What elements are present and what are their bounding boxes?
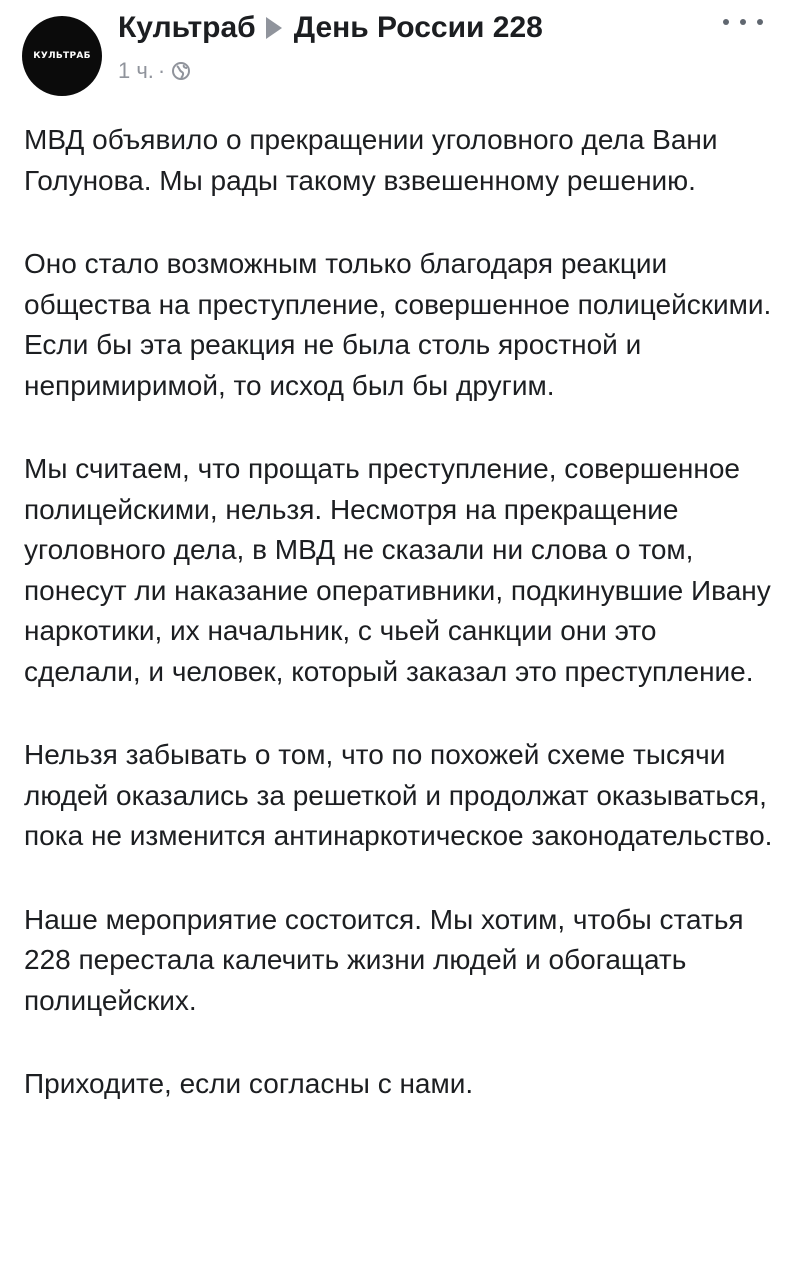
more-dot (723, 19, 729, 25)
event-name[interactable]: День России 228 (293, 11, 543, 44)
post-paragraph: МВД объявило о прекращении уголовного дела Вани Голунова. Мы рады такому взвешенному решению. (24, 124, 718, 196)
post-meta (118, 56, 191, 86)
post-paragraph: Оно стало возможным только благодаря реакции общества на преступление, совершенное полицейскими. Если бы эта реакция не была столь яростной и непримиримой, то исход был бы другим. (24, 248, 772, 401)
more-dot (740, 19, 746, 25)
post-paragraph: Нельзя забывать о том, что по похожей схеме тысячи людей оказались за решеткой и продолжат оказываться, пока не изменится антинаркотическое законодательство. (24, 739, 773, 851)
avatar[interactable] (22, 16, 102, 96)
post-paragraph: Наше мероприятие состоится. Мы хотим, чтобы статья 228 перестала калечить жизни людей и обогащать полицейских. (24, 903, 744, 1016)
post-paragraph: Мы считаем, что прощать преступление, совершенное полицейскими, нельзя. Несмотря на прекращение уголовного дела, в МВД не сказали ни слова о том, понесут ли наказание оперативники, подкинувшие Ивану наркотики, их начальник, с чьей санкции они это сделали, и человек, который заказал это преступление. (24, 453, 771, 687)
post-title-line (118, 8, 543, 48)
post-header (0, 0, 793, 100)
globe-icon (171, 61, 191, 81)
post-body (24, 120, 774, 1148)
avatar-logo-text: КУЛЬТРАБ (33, 51, 91, 61)
more-horizontal-icon[interactable] (723, 12, 763, 32)
meta-separator: · (157, 58, 166, 83)
more-dot (757, 19, 763, 25)
author-name[interactable]: Культраб (118, 11, 256, 44)
post-paragraph: Приходите, если согласны с нами. (24, 1068, 474, 1099)
post-timestamp[interactable]: 1 ч. (118, 58, 154, 83)
triangle-right-icon (266, 17, 282, 39)
